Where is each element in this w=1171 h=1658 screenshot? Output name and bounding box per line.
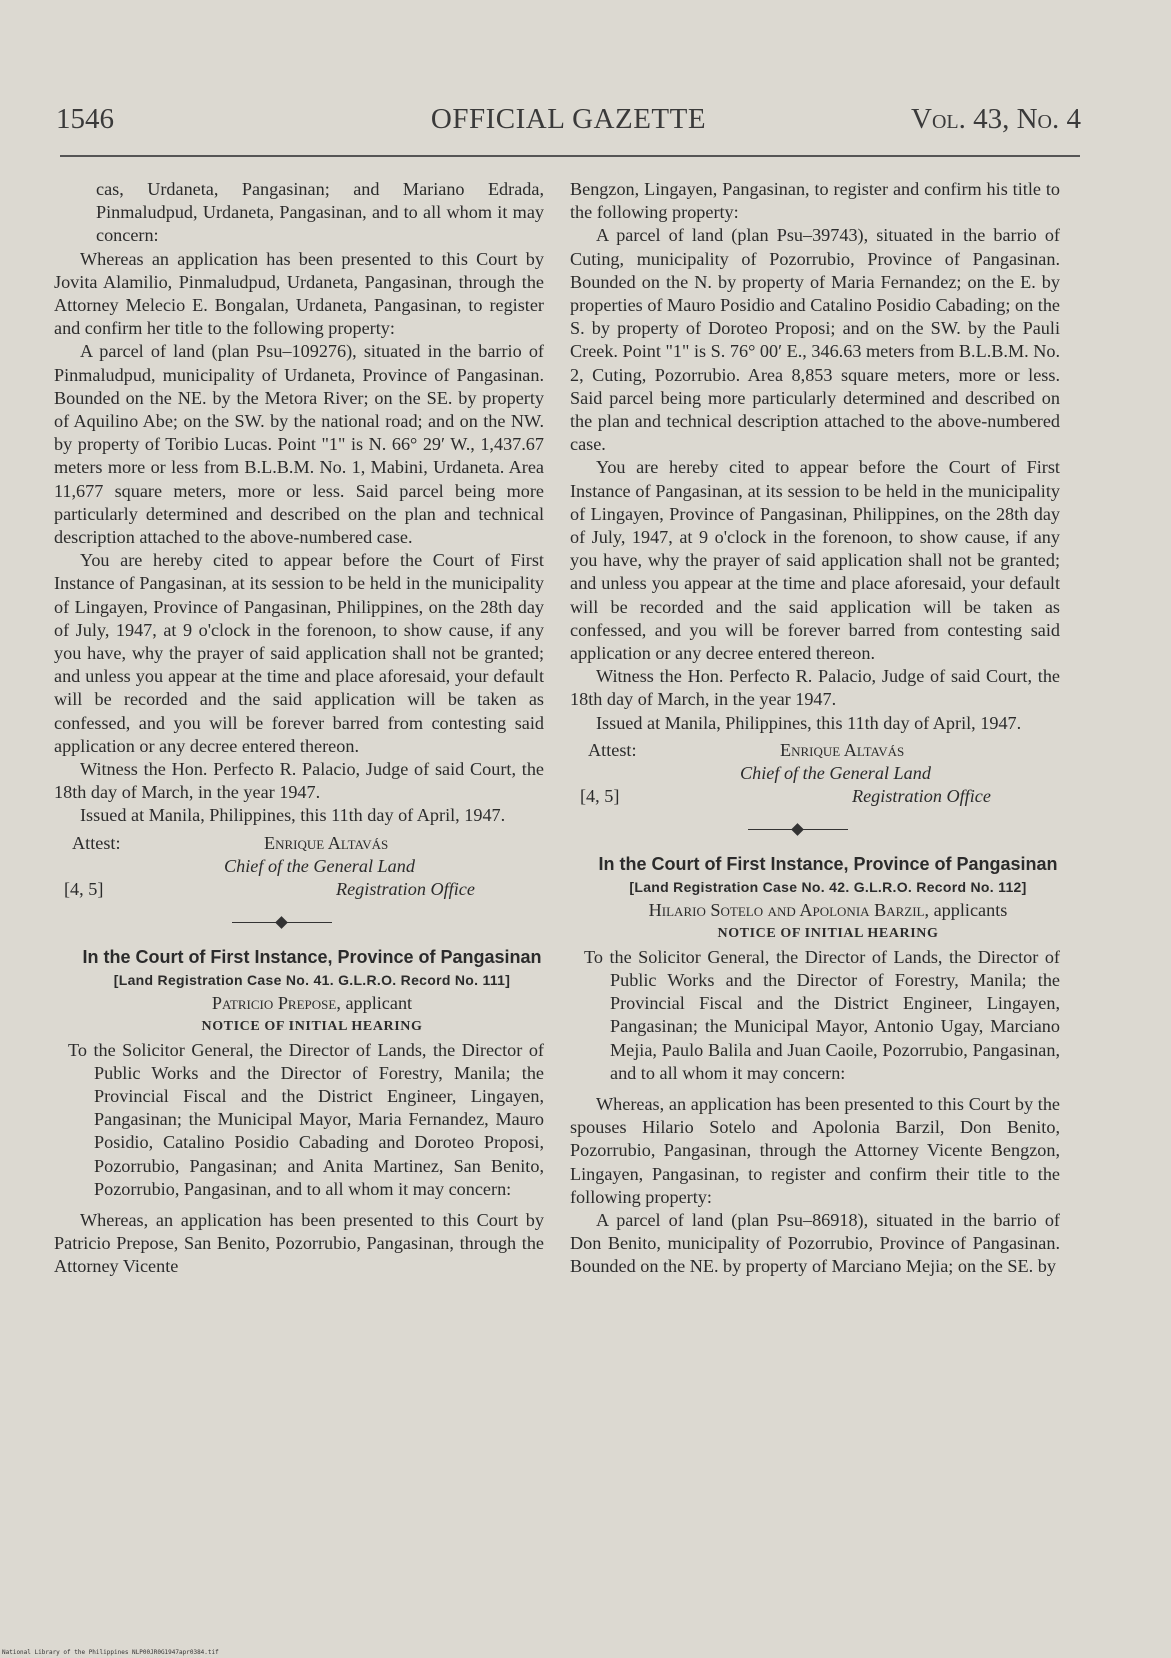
left-intro: cas, Urdaneta, Pangasinan; and Mariano Edrada, Pinmaludpud, Urdaneta, Pangasinan, and to all whom it may concern:	[96, 179, 544, 246]
signer-office: Registration Office	[852, 785, 991, 806]
page-header	[56, 103, 1081, 143]
diamond-ornament-icon	[275, 916, 288, 929]
applicant-line: Hilario Sotelo and Apolonia Barzil, applicants	[648, 900, 1008, 921]
applicant-line: Patricio Prepose, applicant	[211, 993, 413, 1014]
left-paragraph: Whereas, an application has been presented to this Court by Patricio Prepose, San Benito, Pozorrubio, Pangasinan, through the Attorney Vicente	[54, 1209, 544, 1277]
right-paragraph: Witness the Hon. Perfecto R. Palacio, Judge of said Court, the 18th day of March, in the year 1947.	[570, 666, 1060, 710]
left-column	[54, 178, 544, 1279]
signer-title: Chief of the General Land	[224, 855, 415, 876]
attest-label: Attest:	[72, 832, 121, 853]
reference-number: [4, 5]	[64, 878, 104, 899]
court-heading: In the Court of First Instance, Province of Pangasinan	[598, 853, 1058, 874]
case-number: [Land Registration Case No. 42. G.L.R.O. Record No. 112]	[629, 879, 1027, 896]
right-paragraph: A parcel of land (plan Psu–86918), situated in the barrio of Don Benito, municipality of Pozorrubio, Province of Pangasinan. Bounded on the NE. by property of Marciano Mejia; on the SE. by	[570, 1209, 1060, 1277]
publication-title: OFFICIAL GAZETTE	[430, 103, 707, 135]
signer-title: Chief of the General Land	[740, 762, 931, 783]
header-rule	[60, 155, 1080, 157]
right-intro: Bengzon, Lingayen, Pangasinan, to register and confirm his title to the following property:	[570, 179, 1060, 223]
signer-name: Enrique Altavás	[780, 739, 905, 760]
left-paragraph: Witness the Hon. Perfecto R. Palacio, Judge of said Court, the 18th day of March, in the year 1947.	[54, 759, 544, 803]
reference-number: [4, 5]	[580, 785, 620, 806]
diamond-ornament-icon	[791, 823, 804, 836]
right-paragraph: Issued at Manila, Philippines, this 11th day of April, 1947.	[596, 712, 1022, 733]
right-paragraph: A parcel of land (plan Psu–39743), situated in the barrio of Cuting, municipality of Pozorrubio, Province of Pangasinan. Bounded on the N. by property of Maria Fernandez; on the E. by properties of Mauro Posidio and Catalino Posidio Cabading; on the S. by property of Doroteo Proposi; and on the SW. by the Pauli Creek. Point "1" is S. 76° 00′ E., 346.63 meters from B.L.B.M. No. 2, Cuting, Pozorrubio. Area 8,853 square meters, more or less. Said parcel being more particularly determined and described on the plan and technical description attached to the above-numbered case.	[570, 225, 1060, 455]
signer-name: Enrique Altavás	[264, 832, 389, 853]
applicant-name: Patricio Prepose	[211, 993, 337, 1014]
notice-title: NOTICE OF INITIAL HEARING	[201, 1019, 423, 1035]
notice-title: NOTICE OF INITIAL HEARING	[717, 926, 939, 942]
scan-footer: National Library of the Philippines NLP00JR0G1947apr0384.tif	[2, 1649, 219, 1656]
notice-address: To the Solicitor General, the Director of Lands, the Director of Public Works and the Director of Forestry, Manila; the Provincial Fiscal and the District Engineer, Lingayen, Pangasinan; the Municipal Mayor, Maria Fernandez, Mauro Posidio, Catalino Posidio Cabading and Doroteo Proposi, Pozorrubio, Pangasinan; and Anita Martinez, San Benito, Pozorrubio, Pangasinan, and to all whom it may concern:	[68, 1039, 544, 1199]
page-number: 1546	[56, 103, 114, 135]
notice-address: To the Solicitor General, the Director of Lands, the Director of Public Works and the Director of Forestry, Manila; the Provincial Fiscal and the District Engineer, Lingayen, Pangasinan; the Municipal Mayor, Antonio Ugay, Marciano Mejia, Paulo Balila and Juan Caoile, Pozorrubio, Pangasinan, and to all whom it may concern:	[584, 946, 1060, 1083]
left-paragraph: You are hereby cited to appear before the Court of First Instance of Pangasinan, at its session to be held in the municipality of Lingayen, Province of Pangasinan, Philippines, on the 28th day of July, 1947, at 9 o'clock in the forenoon, to show cause, if any you have, why the prayer of said application shall not be granted; and unless you appear at the time and place aforesaid, your default will be recorded and the said application will be taken as confessed, and you will be forever barred from contesting said application or any decree entered thereon.	[54, 550, 544, 756]
left-paragraph: A parcel of land (plan Psu–109276), situated in the barrio of Pinmaludpud, municipality of Urdaneta, Province of Pangasinan. Bounded on the NE. by the Metora River; on the SE. by property of Aquilino Abe; on the SW. by the national road; and on the NW. by property of Toribio Lucas. Point "1" is N. 66° 29′ W., 1,437.67 meters more or less from B.L.B.M. No. 1, Mabini, Urdaneta. Area 11,677 square meters, more or less. Said parcel being more particularly determined and described on the plan and technical description attached to the above-numbered case.	[54, 341, 544, 548]
left-paragraph: Issued at Manila, Philippines, this 11th day of April, 1947.	[80, 805, 506, 826]
right-column	[570, 178, 1060, 1279]
section-divider	[54, 908, 544, 938]
attest-block	[570, 739, 1060, 811]
left-paragraph: Whereas an application has been presented to this Court by Jovita Alamilio, Pinmaludpud, Urdaneta, Pangasinan, through the Attorney Melecio E. Bongalan, Urdaneta, Pangasinan, to register and confirm her title to the following property:	[54, 248, 544, 339]
section-divider	[570, 815, 1060, 845]
case-number: [Land Registration Case No. 41. G.L.R.O. Record No. 111]	[113, 971, 511, 988]
court-heading: In the Court of First Instance, Province of Pangasinan	[82, 946, 542, 967]
applicant-name: Hilario Sotelo and Apolonia Barzil	[648, 900, 925, 921]
attest-block	[54, 832, 544, 904]
signer-office: Registration Office	[336, 878, 475, 899]
volume-label: Vol. 43, No. 4	[911, 103, 1081, 135]
right-paragraph: Whereas, an application has been presented to this Court by the spouses Hilario Sotelo and Apolonia Barzil, Don Benito, Pozorrubio, Pangasinan, through the Attorney Vicente Bengzon, Lingayen, Pangasinan, to register and confirm their title to the following property:	[570, 1093, 1060, 1207]
right-paragraph: You are hereby cited to appear before the Court of First Instance of Pangasinan, at its session to be held in the municipality of Lingayen, Province of Pangasinan, Philippines, on the 28th day of July, 1947, at 9 o'clock in the forenoon, to show cause, if any you have, why the prayer of said application shall not be granted; and unless you appear at the time and place aforesaid, your default will be recorded and the said application will be taken as confessed, and you will be forever barred from contesting said application or any decree entered thereon.	[570, 457, 1060, 664]
attest-label: Attest:	[588, 739, 637, 760]
